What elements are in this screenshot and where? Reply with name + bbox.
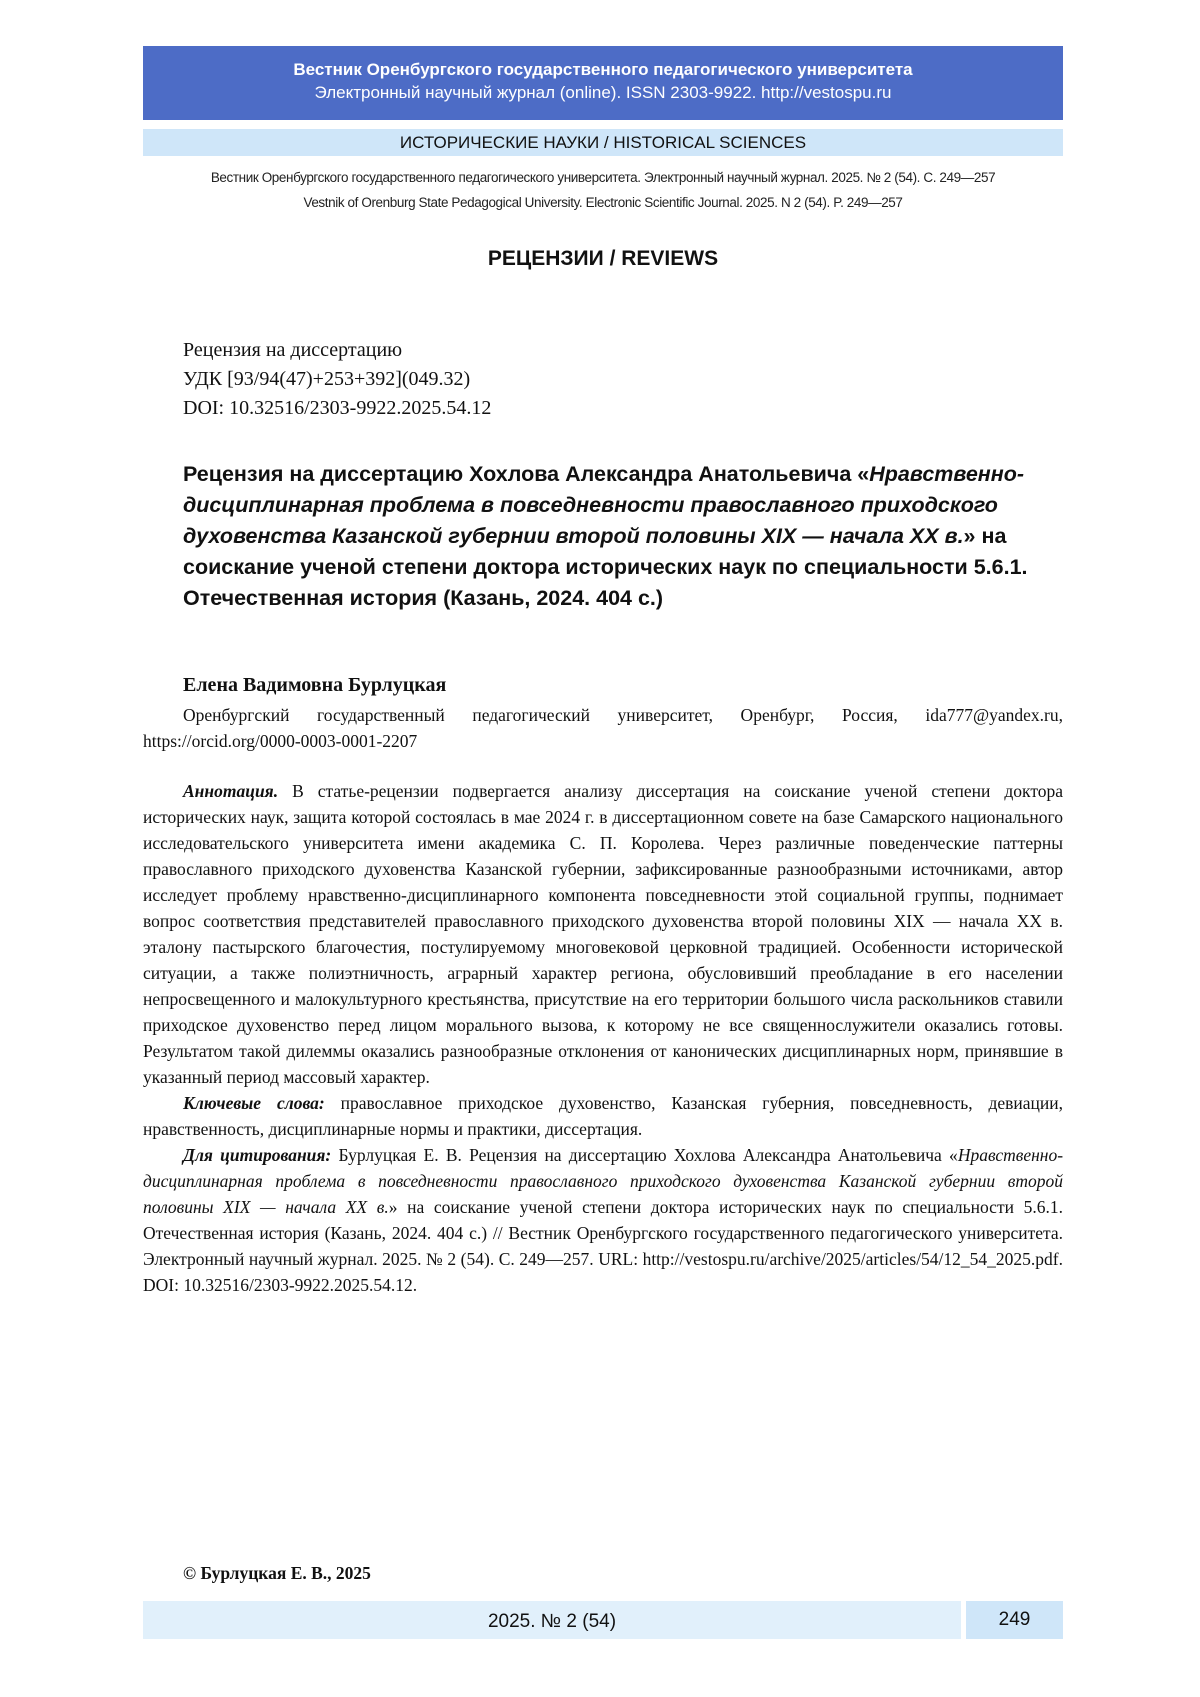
cite-line-en: Vestnik of Orenburg State Pedagogical University. Electronic Scientific Journal. 2025. N 2 (54). P. 249—257 bbox=[303, 195, 903, 210]
citation-label: Для цитирования: bbox=[183, 1145, 332, 1165]
abstract-label: Аннотация. bbox=[183, 781, 279, 801]
citation-tail: » на соискание ученой степени доктора исторических наук по специальности 5.6.1. Отечественная история (Казань, 2024. 404 с.) // Вестник Оренбургского государственного педагогического университета. Электронный научный журнал. 2025. № 2 (54). С. 249—257. URL: http://vestospu.ru/archive/2025/articles/54/12_54_2025.pdf. DOI: 10.32516/2303-9922.2025.54.12. bbox=[143, 1197, 1063, 1295]
abstract-text: В статье-рецензии подвергается анализу диссертация на соискание ученой степени доктора исторических наук, защита которой состоялась в мае 2024 г. в диссертационном совете на базе Самарского национального исследовательского университета имени академика С. П. Королева. Через различные поведенческие паттерны православного приходского духовенства Казанской губернии, зафиксированные разнообразными источниками, автор исследует проблему нравственно-дисциплинарного компонента повседневности этой социальной группы, поднимает вопрос соответствия представителей православного приходского духовенства второй половины XIX — начала XX в. эталону пастырского благочестия, постулируемому многовековой церковной традицией. Особенности исторической ситуации, а также полиэтничность, аграрный характер региона, обусловивший преобладание в его населении непросвещенного и малокультурного крестьянства, присутствие на его территории большого числа раскольников ставили приходское духовенство перед лицом морального вызова, к которому не все священнослужители оказались готовы. Результатом такой дилеммы оказались разнообразные отклонения от канонических дисциплинарных норм, принявшие в указанный период массовый характер. bbox=[143, 781, 1064, 1087]
copyright: © Бурлуцкая Е. В., 2025 bbox=[183, 1563, 371, 1583]
article-type: Рецензия на диссертацию bbox=[183, 339, 403, 361]
journal-subtitle: Электронный научный журнал (online). ISSN 2303-9922. http://vestospu.ru bbox=[314, 83, 892, 102]
journal-banner bbox=[143, 46, 1063, 120]
title-tail: » на соискание ученой степени доктора исторических наук по специальности 5.6.1. Отечественная история (Казань, 2024. 404 с.) bbox=[183, 524, 1028, 610]
article-title bbox=[183, 459, 1043, 614]
page-number: 249 bbox=[966, 1601, 1063, 1639]
article-meta bbox=[183, 336, 491, 423]
author-name: Елена Вадимовна Бурлуцкая bbox=[183, 674, 447, 696]
keywords-label: Ключевые слова: bbox=[183, 1093, 325, 1113]
abstract bbox=[143, 778, 1063, 1090]
doi: DOI: 10.32516/2303-9922.2025.54.12 bbox=[183, 397, 492, 419]
section-bar: ИСТОРИЧЕСКИЕ НАУКИ / HISTORICAL SCIENCES bbox=[143, 129, 1063, 156]
citation bbox=[143, 1142, 1063, 1298]
citation-italic: Нравственно-дисциплинарная проблема в повседневности православного приходского духовенства Казанской губернии второй половины XIX — начала XX в. bbox=[143, 1145, 1064, 1217]
title-italic: Нравственно-дисциплинарная проблема в повседневности православного приходского духовенства Казанской губернии второй половины XIX — начала XX в. bbox=[183, 462, 1025, 548]
title-lead: Рецензия на диссертацию Хохлова Александра Анатольевича « bbox=[183, 462, 870, 486]
author-affiliation: Оренбургский государственный педагогический университет, Оренбург, Россия, ida777@yandex.ru, https://orcid.org/0000-0003-0001-2207 bbox=[143, 705, 1063, 751]
citation-lead: Бурлуцкая Е. В. Рецензия на диссертацию Хохлова Александра Анатольевича « bbox=[338, 1145, 958, 1165]
udk-code: УДК [93/94(47)+253+392](049.32) bbox=[183, 368, 471, 390]
rubric-heading: РЕЦЕНЗИИ / REVIEWS bbox=[487, 247, 719, 270]
page-footer bbox=[143, 1601, 1063, 1639]
journal-title: Вестник Оренбургского государственного педагогического университета bbox=[293, 60, 913, 79]
cite-line-ru: Вестник Оренбургского государственного педагогического университета. Электронный научный журнал. 2025. № 2 (54). С. 249—257 bbox=[210, 170, 996, 185]
keywords bbox=[143, 1090, 1063, 1142]
keywords-text: православное приходское духовенство, Казанская губерния, повседневность, девиации, нравственность, дисциплинарные нормы и практики, диссертация. bbox=[143, 1093, 1063, 1139]
footer-issue: 2025. № 2 (54) bbox=[143, 1601, 961, 1639]
article-body bbox=[143, 778, 1063, 1298]
